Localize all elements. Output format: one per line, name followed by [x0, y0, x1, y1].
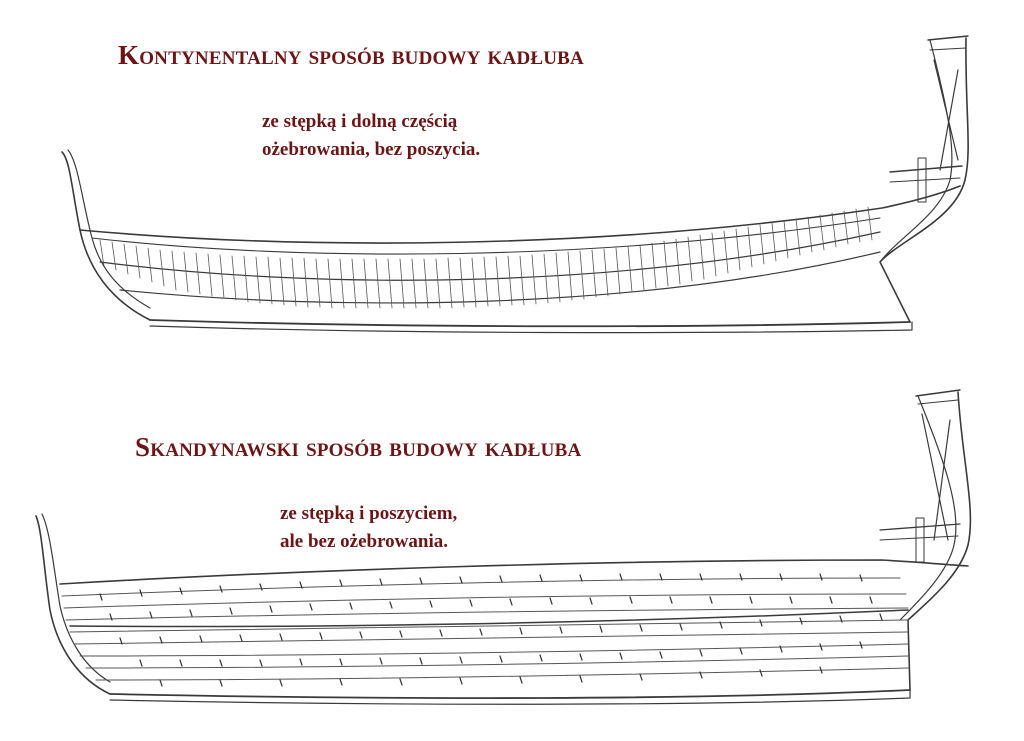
section-title-continental: Kontynentalny sposób budowy kadłuba	[118, 40, 584, 70]
caption-line: ze stępką i dolną częścią	[262, 111, 458, 132]
stern-post	[36, 516, 110, 694]
bow-post	[908, 392, 970, 690]
caption-line: ożebrowania, bez poszycia.	[262, 139, 481, 160]
caption-line: ale bez ożebrowania.	[280, 531, 448, 552]
section-title-scandinavian: Skandynawski sposób budowy kadłuba	[135, 432, 582, 462]
gunwale	[60, 560, 968, 584]
keel	[110, 690, 910, 698]
caption-line: ze stępką i poszyciem,	[280, 503, 458, 524]
